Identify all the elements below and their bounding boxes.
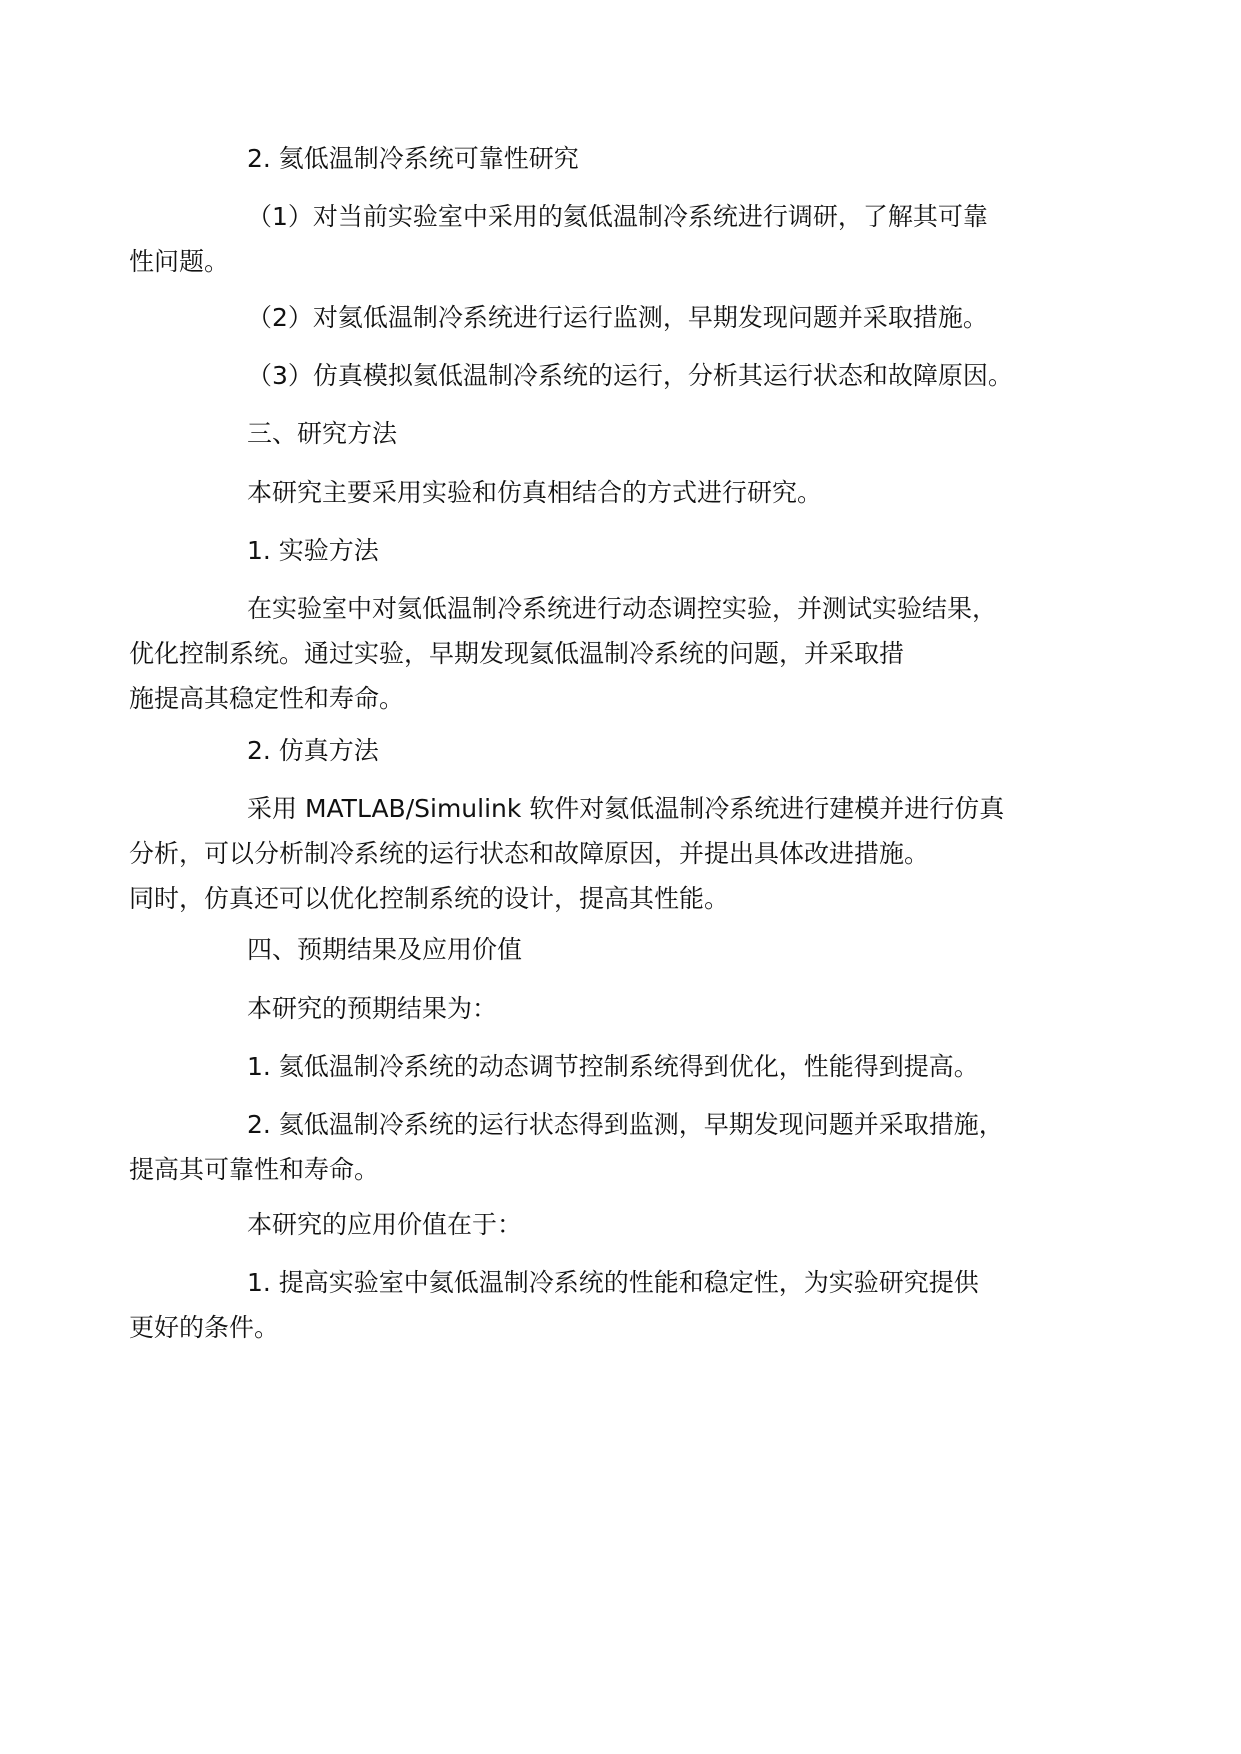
text-line: （1）对当前实验室中采用的氦低温制冷系统进行调研，了解其可靠 xyxy=(247,202,988,231)
text-line: 2. 仿真方法 xyxy=(247,736,379,765)
paragraph-simulation xyxy=(129,786,1088,921)
text-line: 四、预期结果及应用价值 xyxy=(247,935,523,964)
text-line: （2）对氦低温制冷系统进行运行监测，早期发现问题并采取措施。 xyxy=(247,303,988,332)
list-item-3 xyxy=(188,353,1088,398)
text-line: 1. 氦低温制冷系统的动态调节控制系统得到优化，性能得到提高。 xyxy=(247,1052,979,1081)
text-line: 更好的条件。 xyxy=(129,1313,280,1342)
text-line: 本研究的应用价值在于： xyxy=(247,1210,523,1239)
text-line: 同时，仿真还可以优化控制系统的设计，提高其性能。 xyxy=(129,884,730,913)
text-line: 1. 提高实验室中氦低温制冷系统的性能和稳定性，为实验研究提供 xyxy=(247,1268,979,1297)
text-line: 施提高其稳定性和寿命。 xyxy=(129,684,405,713)
subsection-heading-simulation xyxy=(188,728,1088,773)
text-line: 三、研究方法 xyxy=(247,419,398,448)
text-line: 分析，可以分析制冷系统的运行状态和故障原因，并提出具体改进措施。 xyxy=(129,839,930,868)
text-line: 在实验室中对氦低温制冷系统进行动态调控实验，并测试实验结果， xyxy=(247,594,998,623)
text-line: 优化控制系统。通过实验，早期发现氦低温制冷系统的问题，并采取措 xyxy=(129,639,905,668)
paragraph-methods-intro xyxy=(188,470,1088,515)
text-line: 提高其可靠性和寿命。 xyxy=(129,1155,380,1184)
text-line: （3）仿真模拟氦低温制冷系统的运行，分析其运行状态和故障原因。 xyxy=(247,361,1013,390)
text-line: 2. 氦低温制冷系统的运行状态得到监测，早期发现问题并采取措施， xyxy=(247,1110,1004,1139)
subsection-heading-reliability xyxy=(188,136,1088,181)
section-heading-methods xyxy=(188,411,1088,456)
text-line: 本研究主要采用实验和仿真相结合的方式进行研究。 xyxy=(247,478,823,507)
expected-item-1 xyxy=(188,1044,1088,1089)
text-line: 1. 实验方法 xyxy=(247,536,379,565)
list-item-1 xyxy=(129,194,1088,284)
paragraph-experiment xyxy=(129,586,1088,721)
text-line: 性问题。 xyxy=(129,247,230,276)
text-line: 2. 氦低温制冷系统可靠性研究 xyxy=(247,144,579,173)
paragraph-value-intro xyxy=(188,1202,1088,1247)
text-line: 采用 MATLAB/Simulink 软件对氦低温制冷系统进行建模并进行仿真 xyxy=(247,794,1005,823)
value-item-1 xyxy=(129,1260,1088,1350)
expected-item-2 xyxy=(129,1102,1088,1192)
list-item-2 xyxy=(188,295,1088,340)
subsection-heading-experiment xyxy=(188,528,1088,573)
paragraph-expected-intro xyxy=(188,986,1088,1031)
text-line: 本研究的预期结果为： xyxy=(247,994,498,1023)
section-heading-expected-results xyxy=(188,927,1088,972)
